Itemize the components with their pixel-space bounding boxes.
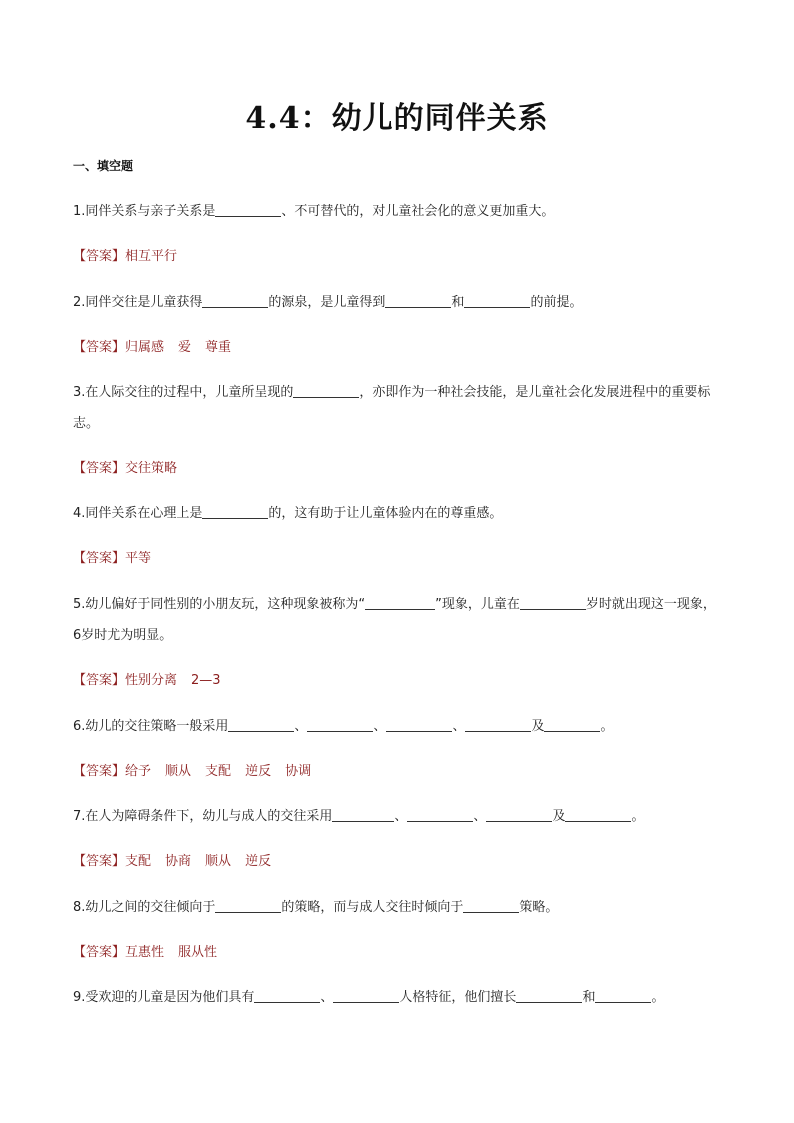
- blank: [332, 807, 394, 822]
- answer-3: 【答案】交往策略: [73, 461, 178, 476]
- blank: [333, 988, 399, 1003]
- question-9: 9.受欢迎的儿童是因为他们具有 、 人格特征，他们擅长 和 。: [73, 990, 665, 1005]
- blank: [520, 595, 586, 610]
- blank: [386, 717, 452, 732]
- blank: [544, 717, 600, 732]
- question-1: 1.同伴关系与亲子关系是 、不可替代的，对儿童社会化的意义更加重大。: [73, 204, 555, 219]
- blank: [595, 988, 651, 1003]
- answer-8: 【答案】互惠性 服从性: [73, 945, 218, 960]
- question-4: 4.同伴关系在心理上是 的，这有助于让儿童体验内在的尊重感。: [73, 506, 503, 521]
- blank: [365, 595, 435, 610]
- blank: [202, 504, 268, 519]
- question-8: 8.幼儿之间的交往倾向于 的策略，而与成人交往时倾向于 策略。: [73, 900, 559, 915]
- question-6: 6.幼儿的交往策略一般采用 、 、 、 及 。: [73, 719, 614, 734]
- blank: [293, 383, 359, 398]
- blank: [407, 807, 473, 822]
- blank: [465, 717, 531, 732]
- section-heading: 一、填空题: [73, 159, 134, 173]
- question-5: 5.幼儿偏好于同性别的小朋友玩，这种现象被称为“ ”现象，儿童在 岁时就出现这一现象，6岁时尤为明显。: [73, 597, 716, 643]
- answer-7: 【答案】支配 协商 顺从 逆反: [73, 854, 272, 869]
- answer-4: 【答案】平等: [73, 551, 152, 566]
- blank: [516, 988, 582, 1003]
- page-title: 4.4：幼儿的同伴关系: [245, 101, 549, 136]
- blank: [215, 898, 281, 913]
- blank: [215, 202, 281, 217]
- blank: [486, 807, 552, 822]
- question-3: 3.在人际交往的过程中，儿童所呈现的 ，亦即作为一种社会技能，是儿童社会化发展进程中的重要标志。: [73, 385, 711, 431]
- answer-6: 【答案】给予 顺从 支配 逆反 协调: [73, 764, 312, 779]
- question-2: 2.同伴交往是儿童获得 的源泉，是儿童得到 和 的前提。: [73, 295, 583, 310]
- question-7: 7.在人为障碍条件下，幼儿与成人的交往采用 、 、 及 。: [73, 809, 645, 824]
- answer-1: 【答案】相互平行: [73, 249, 178, 264]
- blank: [254, 988, 320, 1003]
- answer-2: 【答案】归属感 爱 尊重: [73, 340, 232, 355]
- blank: [463, 898, 519, 913]
- blank: [385, 293, 451, 308]
- blank: [565, 807, 631, 822]
- blank: [307, 717, 373, 732]
- blank: [228, 717, 294, 732]
- answer-5: 【答案】性别分离 2—3: [73, 673, 221, 688]
- blank: [202, 293, 268, 308]
- blank: [464, 293, 530, 308]
